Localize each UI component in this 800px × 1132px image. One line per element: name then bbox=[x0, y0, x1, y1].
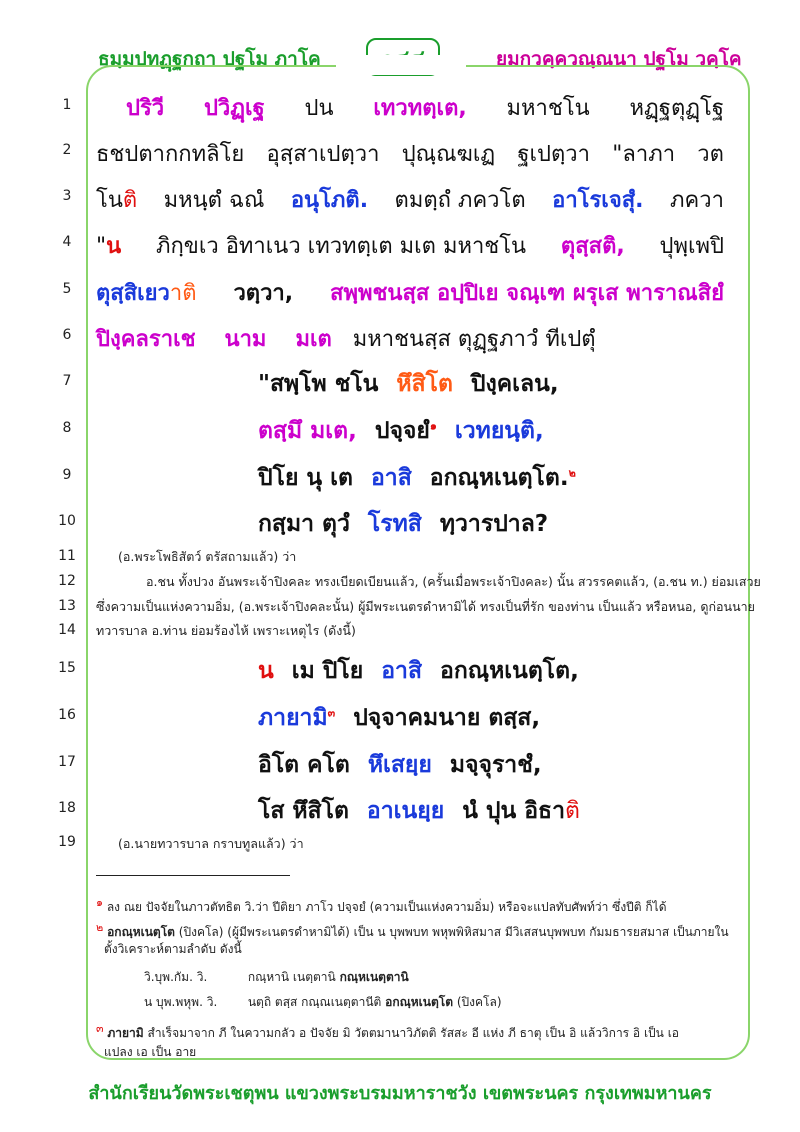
text-line-3 bbox=[96, 182, 724, 217]
word: อาโรเจสุํ. bbox=[552, 188, 644, 213]
line-number: 15 bbox=[58, 660, 76, 676]
word: ปุพฺเพปิ bbox=[659, 234, 724, 259]
word: ภควา bbox=[670, 188, 724, 213]
word: อกณฺหเนตฺโต, bbox=[440, 658, 579, 684]
word: วต bbox=[697, 142, 724, 167]
frame-gap bbox=[336, 55, 466, 75]
verse-line-7 bbox=[258, 366, 569, 402]
word: ตุสฺสิเยว bbox=[96, 281, 170, 306]
word: ปจฺจาคมนาย ตสฺส, bbox=[353, 705, 541, 731]
line-number: 7 bbox=[62, 373, 72, 389]
verse-line-10 bbox=[258, 506, 558, 542]
word: โรทสิ bbox=[367, 511, 422, 537]
analysis-row-2 bbox=[144, 993, 502, 1012]
footnote-marker: ๑ bbox=[429, 419, 437, 433]
translation-line-14: ทวารบาล อ.ท่าน ย่อมร้องไห้ เพราะเหตุไร (ดังนี้) bbox=[96, 623, 356, 638]
text-line-2 bbox=[96, 136, 724, 171]
text-line-5 bbox=[96, 275, 724, 310]
line-number: 16 bbox=[58, 707, 76, 723]
word bbox=[462, 798, 580, 824]
word bbox=[258, 705, 335, 731]
word: โส หึสิโต bbox=[258, 798, 349, 824]
line-number: 9 bbox=[62, 467, 72, 483]
word: มจฺจุราชํ, bbox=[449, 752, 542, 778]
analysis-note: (ปิงคโล) bbox=[456, 995, 502, 1009]
footnote-3-cont: แปลง เอ เป็น อาย bbox=[104, 1045, 197, 1059]
word: เทวทตฺเต, bbox=[373, 96, 467, 121]
word: าติ bbox=[169, 281, 197, 306]
translation-line-19: (อ.นายทวารบาล กราบทูลแล้ว) ว่า bbox=[118, 836, 304, 851]
word: หฏฺฐตุฏฺโฐ bbox=[629, 96, 724, 121]
footnote-divider bbox=[96, 875, 290, 876]
word: ตสฺมึ มเต, bbox=[258, 418, 357, 444]
verse-line-8 bbox=[258, 413, 554, 449]
line-number: 11 bbox=[58, 548, 76, 564]
verse-line-16 bbox=[258, 700, 550, 736]
word: โน bbox=[96, 188, 123, 213]
line-number: 18 bbox=[58, 800, 76, 816]
word: มหาชนสฺส ตุฏฺฐภาวํ ทีเปตุํ bbox=[352, 327, 596, 352]
line-number: 13 bbox=[58, 598, 76, 614]
word: ปิงฺคเลน, bbox=[470, 371, 559, 397]
text-line-6 bbox=[96, 321, 724, 356]
word: นาม bbox=[224, 327, 267, 352]
footnote-marker: ๓ bbox=[96, 1022, 104, 1035]
word: หึเสยฺย bbox=[367, 752, 432, 778]
word: ตมตฺถํ ภควโต bbox=[394, 188, 526, 213]
footnote-term: อกณฺหเนตฺโต bbox=[107, 925, 175, 939]
footnote-2-cont: ตั้งวิเคราะห์ตามลำดับ ดังนี้ bbox=[104, 942, 242, 956]
word: ทฺวารปาล? bbox=[439, 511, 549, 537]
segment bbox=[96, 182, 137, 217]
text-line-4 bbox=[96, 228, 724, 263]
line-number: 8 bbox=[62, 420, 72, 436]
footnote-text: สำเร็จมาจาก ภี ในความกลัว อ ปัจจัย มิ วัตตมานาวิภัตติ รัสสะ อี แห่ง ภี ธาตุ เป็น อิ แล้ววิการ อิ เป็น เอ bbox=[147, 1026, 680, 1040]
verse-line-17 bbox=[258, 747, 552, 783]
footnote-marker: ๑ bbox=[96, 896, 103, 909]
footnote-2 bbox=[96, 918, 729, 942]
segment bbox=[96, 228, 121, 263]
word: มเต bbox=[295, 327, 332, 352]
line-number: 6 bbox=[62, 327, 72, 343]
word: ปิโย นุ เต bbox=[258, 465, 353, 491]
word: ปวิฏฺเฐ bbox=[203, 96, 265, 121]
word: ธชปตากกทลิโย bbox=[96, 142, 245, 167]
word: อาสิ bbox=[381, 658, 423, 684]
line-number: 19 bbox=[58, 834, 76, 850]
word: ติ bbox=[122, 188, 138, 213]
line-number: 12 bbox=[58, 573, 76, 589]
word bbox=[430, 465, 576, 491]
analysis-row-1 bbox=[144, 968, 409, 987]
footnote-1 bbox=[96, 893, 667, 917]
analysis-label: น บุพ.พหุพ. วิ. bbox=[144, 995, 218, 1009]
word: เวทยนฺติ, bbox=[454, 418, 544, 444]
segment bbox=[96, 275, 197, 310]
text-line-1 bbox=[96, 90, 724, 125]
line-number: 1 bbox=[62, 97, 72, 113]
word: อาเนยฺย bbox=[366, 798, 445, 824]
footnote-text: (ปิงคโล) (ผู้มีพระเนตรดำหามิได้) เป็น น บุพพบท พหุพพิหิสมาส มีวิเสสนบุพพบท กัมมธารยสมาส เป็นภายใน bbox=[178, 925, 729, 939]
verse-line-9 bbox=[258, 460, 586, 496]
verse-line-15 bbox=[258, 653, 589, 689]
word: "ลาภา bbox=[612, 142, 676, 167]
page-footer: สำนักเรียนวัดพระเชตุพน แขวงพระบรมมหาราชวัง เขตพระนคร กรุงเทพมหานคร bbox=[88, 1083, 712, 1104]
word: สพฺพชนสฺส อปฺปิเย จณฺเฑ ผรุเส พาราณสิยํ bbox=[330, 281, 724, 306]
header-chapter-title: ยมกวคฺควณฺณนา ปฐโม วคฺโค bbox=[496, 48, 742, 70]
word-suffix: ติ bbox=[565, 798, 580, 824]
translation-line-13: ซึ่งความเป็นแห่งความอิ่ม, (อ.พระเจ้าปิงคละนั้น) ผู้มีพระเนตรดำหามิได้ ทรงเป็นที่รัก ของท่าน เป็นแล้ว หรือหนอ, ดูก่อนนาย bbox=[96, 599, 755, 614]
word: มหนฺตํ ฉณํ bbox=[163, 188, 265, 213]
line-number: 17 bbox=[58, 754, 76, 770]
verse-line-18 bbox=[258, 793, 590, 829]
word: อนุโภติ. bbox=[290, 188, 369, 213]
footnote-text: ลง ณย ปัจจัยในภาวตัทธิต วิ.ว่า ปีติยา ภาโว ปจฺจยํ (ความเป็นแห่งความอิ่ม) หรือจะแปลทับศัพท์ว่า ซึ่งปีติ ก็ได้ bbox=[106, 900, 667, 914]
word: เม ปิโย bbox=[291, 658, 364, 684]
word: มหาชโน bbox=[506, 96, 590, 121]
word: วตฺวา, bbox=[233, 281, 294, 306]
word: ฐเปตฺวา bbox=[517, 142, 590, 167]
footnote-marker: ๒ bbox=[568, 466, 576, 480]
analysis-label: วิ.บุพ.กัม. วิ. bbox=[144, 970, 208, 984]
word: ปิงฺคลราเช bbox=[96, 327, 196, 352]
word: น bbox=[258, 658, 274, 684]
word: อาสิ bbox=[370, 465, 412, 491]
footnote-term: ภายามิ bbox=[107, 1026, 144, 1040]
line-number: 10 bbox=[58, 513, 76, 529]
analysis-text: นตฺถิ ตสฺส กณฺณเนตฺตานีติ bbox=[247, 995, 382, 1009]
word-text: อกณฺหเนตฺโต. bbox=[429, 465, 569, 491]
word: ภิกฺขเว อิทาเนว เทวทตฺเต มเต มหาชโน bbox=[155, 234, 527, 259]
word: อิโต คโต bbox=[258, 752, 350, 778]
word: ตุสฺสติ, bbox=[560, 234, 625, 259]
word-text: นํ ปุน อิธา bbox=[462, 798, 566, 824]
word-text: ภายามิ bbox=[258, 705, 328, 731]
footnote-marker: ๒ bbox=[96, 921, 104, 934]
analysis-result: กณฺหเนตฺตานิ bbox=[339, 970, 409, 984]
word: กสฺมา ตุวํ bbox=[258, 511, 350, 537]
word: ปริวี bbox=[126, 96, 165, 121]
translation-line-11: (อ.พระโพธิสัตว์ ตรัสถามแล้ว) ว่า bbox=[118, 549, 297, 564]
word: ปน bbox=[304, 96, 334, 121]
word-text: ปจฺจยํ bbox=[374, 418, 430, 444]
line-number: 5 bbox=[62, 281, 72, 297]
header-book-title: ธมฺมปทฏฺฐกถา ปฐโม ภาโค bbox=[98, 48, 321, 70]
word: ปุณฺณฆเฏ bbox=[401, 142, 496, 167]
word: "สพฺโพ ชโน bbox=[258, 371, 379, 397]
line-number: 2 bbox=[62, 142, 72, 158]
word: น bbox=[106, 234, 122, 259]
analysis-text: กณฺหานิ เนตฺตานิ bbox=[247, 970, 336, 984]
translation-line-12: อ.ชน ทั้งปวง อันพระเจ้าปิงคละ ทรงเบียดเบียนแล้ว, (ครั้นเมื่อพระเจ้าปิงคละ) นั้น สวรรคตแล้ว, (อ.ชน ท.) ย่อมเสวย bbox=[146, 574, 761, 589]
word: อุสฺสาเปตฺวา bbox=[266, 142, 380, 167]
word: " bbox=[96, 234, 107, 259]
line-number: 3 bbox=[62, 188, 72, 204]
line-number: 4 bbox=[62, 234, 72, 250]
word: หึสิโต bbox=[396, 371, 453, 397]
footnote-marker: ๓ bbox=[327, 706, 336, 720]
analysis-result: อกณฺหเนตฺโต bbox=[385, 995, 454, 1009]
word bbox=[375, 418, 437, 444]
line-number: 14 bbox=[58, 622, 76, 638]
footnote-3 bbox=[96, 1019, 679, 1043]
